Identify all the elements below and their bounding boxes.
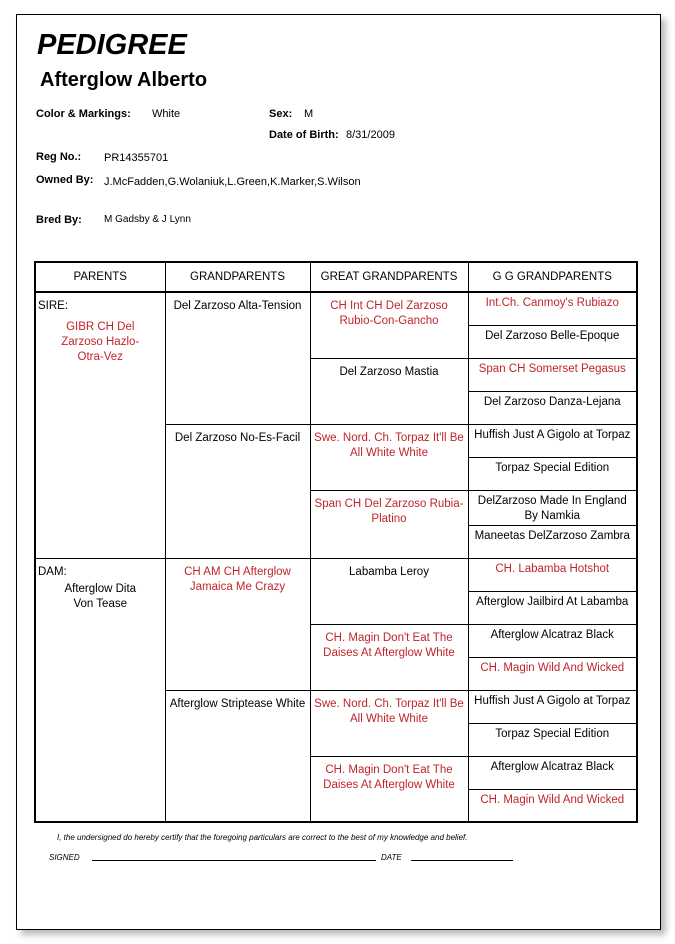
column-header: GRANDPARENTS (165, 262, 310, 292)
gg-grandparent-cell: Span CH Somerset Pegasus (468, 358, 637, 391)
gg-grandparent-cell: Huffish Just A Gigolo at Torpaz (468, 690, 637, 723)
signed-label: SIGNED (49, 853, 80, 862)
gg-grandparent-cell: DelZarzoso Made In England By Namkia (468, 490, 637, 525)
dam-name: Afterglow Dita Von Tease (64, 582, 137, 610)
gg-grandparent-cell: CH. Magin Wild And Wicked (468, 789, 637, 822)
gg-grandparent-cell: Huffish Just A Gigolo at Torpaz (468, 424, 637, 457)
reg-label: Reg No.: (36, 151, 82, 163)
grandparent-cell: Del Zarzoso No-Es-Facil (165, 424, 310, 558)
gg-grandparent-cell: CH. Magin Wild And Wicked (468, 657, 637, 690)
certification-statement: I, the undersigned do hereby certify that the foregoing particulars are correct to the best of my knowledge and belief. (57, 833, 468, 842)
bred-label: Bred By: (36, 214, 82, 226)
gg-grandparent-cell: Int.Ch. Canmoy's Rubiazo (468, 292, 637, 325)
column-header: PARENTS (35, 262, 165, 292)
sex-value: M (304, 108, 314, 120)
dog-name: Afterglow Alberto (40, 69, 208, 91)
sire-cell (35, 292, 165, 558)
grandparent-cell: Del Zarzoso Alta-Tension (165, 292, 310, 424)
gg-grandparent-cell: Del Zarzoso Danza-Lejana (468, 391, 637, 424)
page-title: PEDIGREE (37, 29, 187, 61)
dam-label: DAM: (38, 565, 67, 578)
great-grandparent-cell: Labamba Leroy (310, 558, 468, 624)
sex-label: Sex: (269, 108, 293, 120)
sire-label: SIRE: (38, 300, 69, 312)
column-header: G G GRANDPARENTS (468, 262, 637, 292)
color-label: Color & Markings: (36, 108, 131, 120)
gg-grandparent-cell: Afterglow Alcatraz Black (468, 756, 637, 789)
gg-grandparent-cell: Afterglow Jailbird At Labamba (468, 591, 637, 624)
great-grandparent-cell: CH. Magin Don't Eat The Daises At Afterglow White (310, 756, 468, 822)
great-grandparent-cell: CH. Magin Don't Eat The Daises At Afterglow White (310, 624, 468, 690)
column-header-row (35, 262, 637, 292)
owned-value: J.McFadden,G.Wolaniuk,L.Green,K.Marker,S.Wilson (104, 176, 361, 188)
gg-grandparent-cell: Torpaz Special Edition (468, 723, 637, 756)
great-grandparent-cell: Swe. Nord. Ch. Torpaz It'll Be All White White (310, 424, 468, 490)
great-grandparent-cell: Swe. Nord. Ch. Torpaz It'll Be All White White (310, 690, 468, 756)
dam-cell (35, 558, 165, 822)
date-label: DATE (381, 853, 402, 862)
reg-value: PR14355701 (104, 152, 169, 164)
signature-row (49, 851, 519, 865)
gg-grandparent-cell: Torpaz Special Edition (468, 457, 637, 490)
great-grandparent-cell: Span CH Del Zarzoso Rubia-Platino (310, 490, 468, 558)
bred-value: M Gadsby & J Lynn (104, 214, 191, 225)
great-grandparent-cell: Del Zarzoso Mastia (310, 358, 468, 424)
color-value: White (152, 108, 181, 120)
column-header: GREAT GRANDPARENTS (310, 262, 468, 292)
pedigree-sheet (16, 14, 661, 930)
grandparent-cell: CH AM CH Afterglow Jamaica Me Crazy (165, 558, 310, 690)
gg-grandparent-cell: Afterglow Alcatraz Black (468, 624, 637, 657)
pedigree-table (34, 261, 638, 823)
signature-line[interactable] (92, 860, 376, 861)
dob-label: Date of Birth: (269, 129, 339, 141)
gg-grandparent-cell: Del Zarzoso Belle-Epoque (468, 325, 637, 358)
gg-grandparent-cell: Maneetas DelZarzoso Zambra (468, 525, 637, 558)
grandparent-cell: Afterglow Striptease White (165, 690, 310, 822)
dob-value: 8/31/2009 (346, 129, 395, 141)
great-grandparent-cell: CH Int CH Del Zarzoso Rubio-Con-Gancho (310, 292, 468, 358)
owned-label: Owned By: (36, 174, 94, 186)
date-line[interactable] (411, 860, 513, 861)
gg-grandparent-cell: CH. Labamba Hotshot (468, 558, 637, 591)
sire-name: GIBR CH Del Zarzoso Hazlo-Otra-Vez (61, 321, 140, 363)
